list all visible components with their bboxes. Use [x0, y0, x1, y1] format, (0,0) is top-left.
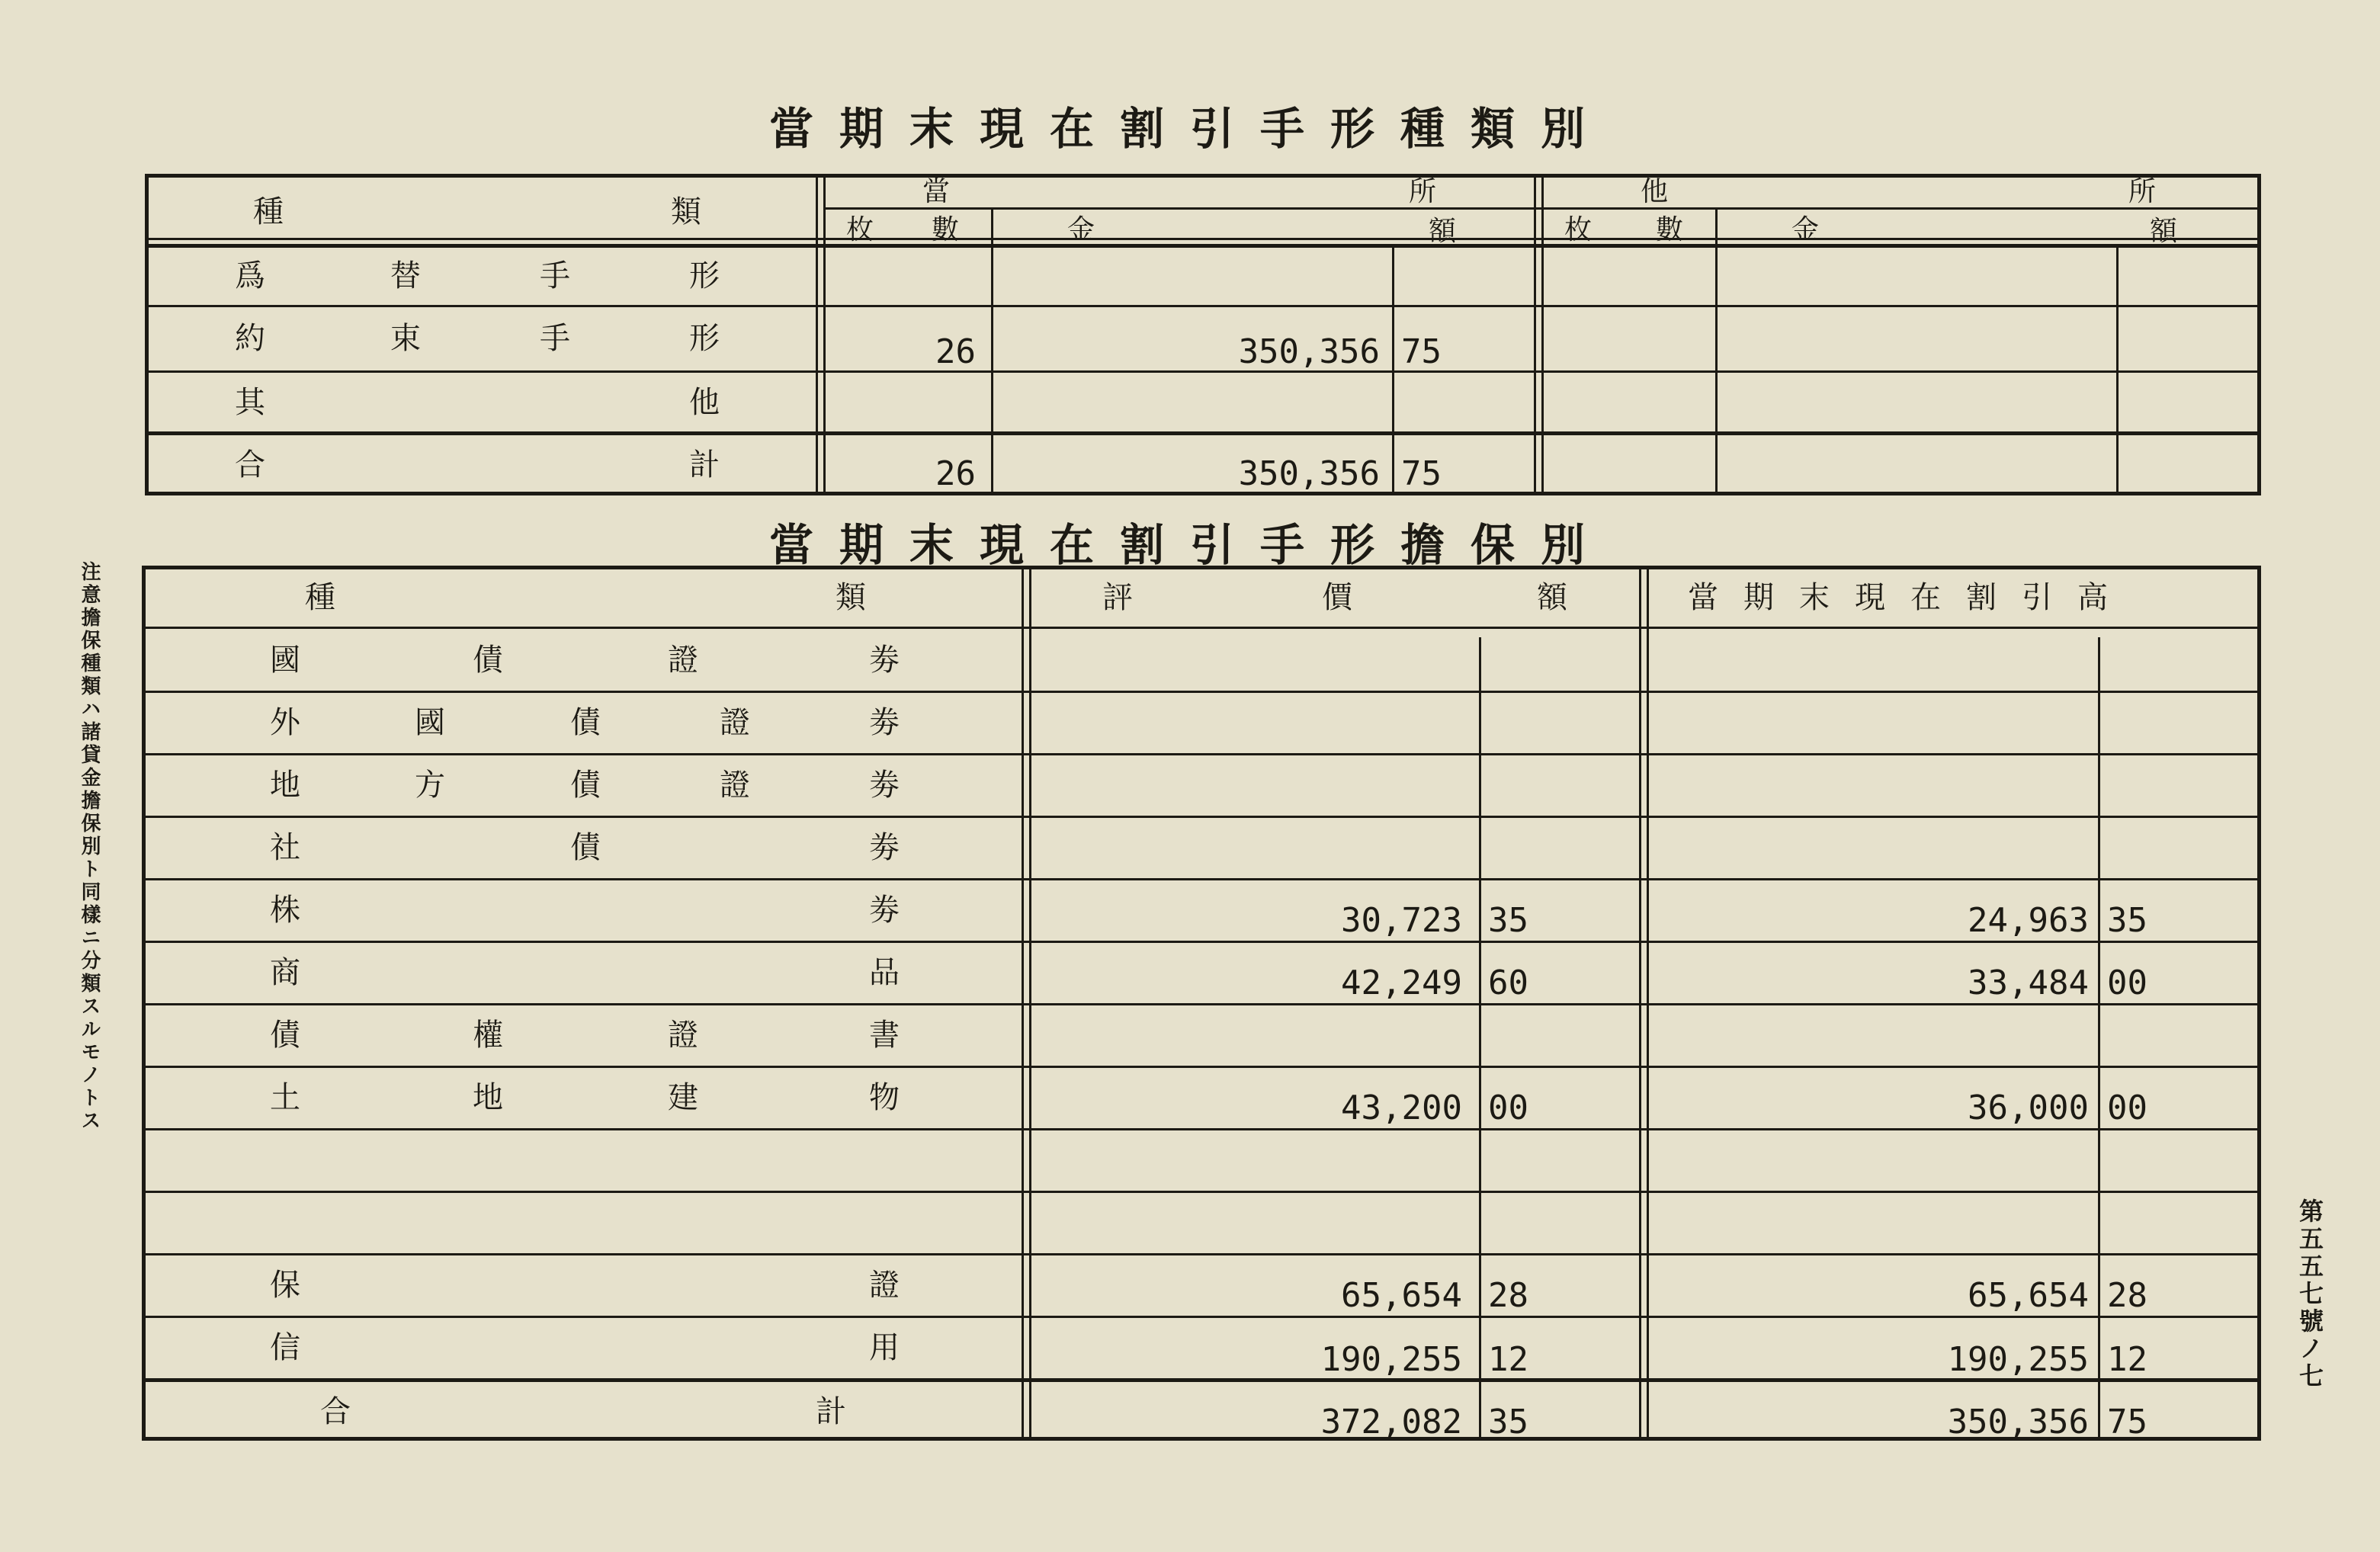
- total-discount-sen: 75: [2107, 1403, 2147, 1441]
- tasho-header-right: 所: [2128, 176, 2157, 207]
- discount-value: 36,000: [1968, 1089, 2089, 1127]
- row-label-char: 方: [415, 768, 445, 803]
- amount-header-left: 金: [1067, 214, 1095, 245]
- amount2-header-left: 金: [1791, 214, 1820, 245]
- row-label-char: 株: [270, 893, 300, 928]
- table1-head-line: [823, 207, 2260, 210]
- row-label-char: 證: [869, 1268, 900, 1303]
- valuation-value: 65,654: [1341, 1276, 1462, 1315]
- kind-header-right: 類: [836, 580, 866, 615]
- table2-row-line: [145, 1003, 2258, 1005]
- table1-col-line: [991, 209, 993, 494]
- amount-value: 350,356: [1238, 332, 1380, 371]
- row-label-char: 書: [869, 1018, 900, 1053]
- table1-row-line: [149, 370, 2260, 373]
- table2-row-line: [145, 1066, 2258, 1068]
- table2-total-line: [145, 1378, 2258, 1382]
- count2-header-right: 數: [1656, 214, 1684, 245]
- total-valuation-sen: 35: [1488, 1403, 1528, 1441]
- table2-row-line: [145, 816, 2258, 818]
- count-value: 26: [935, 332, 976, 371]
- row-label-char: 品: [869, 955, 900, 990]
- row-label-char: 證: [668, 1018, 698, 1053]
- row-label-char: 國: [415, 705, 445, 740]
- row-label-char: 形: [689, 321, 720, 356]
- total-label-char: 合: [235, 447, 265, 483]
- discount-sen: 35: [2107, 901, 2147, 940]
- total-label-char: 計: [689, 447, 720, 483]
- table2-head-line: [145, 627, 2258, 629]
- table2-row-line: [145, 1253, 2258, 1255]
- valuation-value: 30,723: [1341, 901, 1462, 940]
- valuation-sen: 35: [1488, 901, 1528, 940]
- row-label-char: 用: [869, 1330, 900, 1365]
- table2-row-line: [145, 1316, 2258, 1318]
- table2-row-line: [145, 691, 2258, 693]
- discount-value: 33,484: [1968, 964, 2089, 1002]
- table1-divider: [823, 175, 826, 494]
- kind-header-right: 類: [671, 194, 701, 229]
- discount-sen: 00: [2107, 964, 2147, 1002]
- row-label-char: 證: [720, 705, 750, 740]
- row-label-char: 權: [473, 1018, 503, 1053]
- tasho-header-left: 他: [1641, 176, 1669, 207]
- amount-sen: 75: [1401, 332, 1442, 371]
- side-note: 注意擔保種類ハ諸貸金擔保別ト同樣ニ分類スルモノトス: [78, 561, 101, 1133]
- table1-head-line: [149, 238, 2260, 240]
- total-discount: 350,356: [1947, 1403, 2089, 1441]
- row-label-char: 劵: [869, 830, 900, 865]
- discount-value: 190,255: [1947, 1340, 2089, 1379]
- row-label-char: 手: [540, 321, 570, 356]
- row-label-char: 證: [668, 643, 698, 678]
- valuation-sen: 28: [1488, 1276, 1528, 1315]
- table2-row-line: [145, 878, 2258, 880]
- count-header-right: 數: [932, 214, 960, 245]
- table2-row-line: [145, 1191, 2258, 1193]
- row-label-char: 債: [473, 643, 503, 678]
- row-label-char: 他: [689, 385, 720, 420]
- table2-col-line: [2098, 637, 2100, 1439]
- table2-title: 當期末現在割引手形擔保別: [768, 519, 1611, 571]
- kind-header-left: 種: [253, 194, 284, 229]
- row-label-char: 物: [869, 1080, 900, 1115]
- row-label-char: 外: [270, 705, 300, 740]
- total-label-char: 合: [320, 1394, 351, 1429]
- discount-value: 65,654: [1968, 1276, 2089, 1315]
- valuation-sen: 00: [1488, 1089, 1528, 1127]
- total-count: 26: [935, 454, 976, 493]
- row-label-char: 國: [270, 643, 300, 678]
- table1-row-line: [149, 305, 2260, 307]
- valuation-sen: 60: [1488, 964, 1528, 1002]
- page-label: 第五五七號ノ七: [2295, 1198, 2324, 1390]
- table1-total-line: [149, 431, 2260, 435]
- count-header-left: 枚: [846, 214, 874, 245]
- row-label-char: 劵: [869, 705, 900, 740]
- amount-header-right: 額: [1429, 216, 1457, 247]
- tousho-header-left: 當: [922, 176, 951, 207]
- discount-header: 當期末現在割引高: [1688, 580, 2133, 615]
- discount-value: 24,963: [1968, 901, 2089, 940]
- table1-divider: [1534, 175, 1536, 494]
- row-label-char: 證: [720, 768, 750, 803]
- row-label-char: 債: [570, 830, 601, 865]
- row-label-char: 劵: [869, 768, 900, 803]
- table2-col-line: [1479, 637, 1481, 1439]
- table1-col-line: [1392, 244, 1394, 494]
- valuation-value: 190,255: [1320, 1340, 1462, 1379]
- row-label-char: 手: [540, 258, 570, 293]
- table2-row-line: [145, 753, 2258, 755]
- total-sen: 75: [1401, 454, 1442, 493]
- row-label-char: 劵: [869, 643, 900, 678]
- table1-divider: [816, 175, 818, 494]
- table2-row-line: [145, 941, 2258, 943]
- count2-header-left: 枚: [1564, 214, 1593, 245]
- row-label-char: 劵: [869, 893, 900, 928]
- table1-divider: [1541, 175, 1544, 494]
- row-label-char: 商: [270, 955, 300, 990]
- discount-sen: 12: [2107, 1340, 2147, 1379]
- valuation-header-char: 額: [1537, 580, 1567, 615]
- row-label-char: 建: [668, 1080, 698, 1115]
- row-label-char: 債: [570, 705, 601, 740]
- row-label-char: 形: [689, 258, 720, 293]
- valuation-value: 43,200: [1341, 1089, 1462, 1127]
- row-label-char: 信: [270, 1330, 300, 1365]
- table1-col-line: [2116, 244, 2119, 494]
- total-label-char: 計: [816, 1394, 846, 1429]
- valuation-header-char: 價: [1322, 580, 1352, 615]
- total-valuation: 372,082: [1320, 1403, 1462, 1441]
- row-label-char: 社: [270, 830, 300, 865]
- valuation-header-char: 評: [1102, 580, 1133, 615]
- table1-col-line: [1715, 209, 1718, 494]
- tousho-header-right: 所: [1409, 176, 1437, 207]
- total-amount: 350,356: [1238, 454, 1380, 493]
- row-label-char: 束: [390, 321, 421, 356]
- table1-title: 當期末現在割引手形種類別: [768, 103, 1611, 155]
- table2-row-line: [145, 1128, 2258, 1130]
- kind-header-left: 種: [305, 580, 335, 615]
- discount-sen: 00: [2107, 1089, 2147, 1127]
- row-label-char: 債: [570, 768, 601, 803]
- table1-head-line: [149, 244, 2260, 248]
- valuation-sen: 12: [1488, 1340, 1528, 1379]
- row-label-char: 替: [390, 258, 421, 293]
- row-label-char: 地: [270, 768, 300, 803]
- row-label-char: 土: [270, 1080, 300, 1115]
- row-label-char: 地: [473, 1080, 503, 1115]
- row-label-char: 爲: [235, 258, 265, 293]
- row-label-char: 保: [270, 1268, 300, 1303]
- row-label-char: 債: [270, 1018, 300, 1053]
- table1-frame: [145, 174, 2261, 495]
- amount2-header-right: 額: [2150, 216, 2178, 247]
- discount-sen: 28: [2107, 1276, 2147, 1315]
- valuation-value: 42,249: [1341, 964, 1462, 1002]
- row-label-char: 約: [235, 321, 265, 356]
- row-label-char: 其: [235, 385, 265, 420]
